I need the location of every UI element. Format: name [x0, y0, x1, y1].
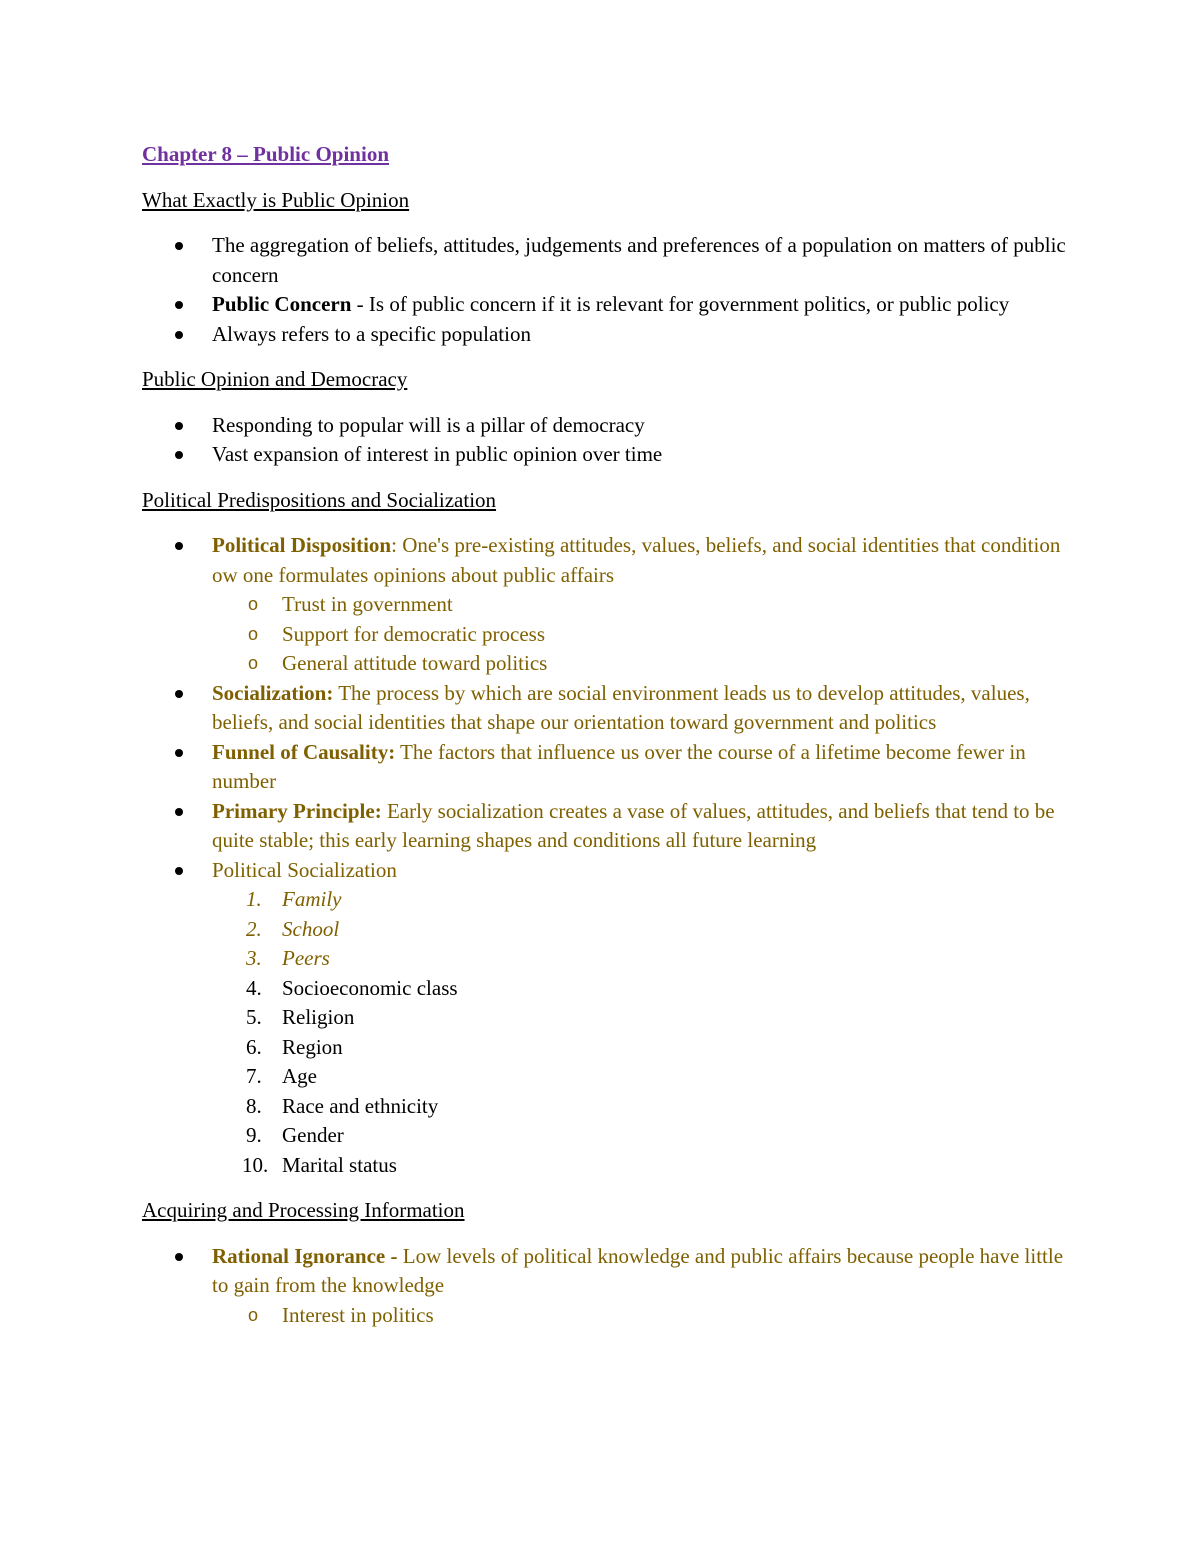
section-heading-public-opinion: What Exactly is Public Opinion [142, 187, 410, 212]
sub-item: o Support for democratic process [212, 620, 1082, 650]
bullet-list [142, 531, 1082, 1180]
numbered-item: 7. Age [246, 1064, 317, 1088]
numbered-item: 4. Socioeconomic class [246, 975, 458, 1000]
sub-item: o Interest in politics [212, 1301, 1082, 1331]
section-heading-predispositions: Political Predispositions and Socialization [142, 487, 497, 512]
numbered-item: 2. School [246, 916, 340, 941]
list-item: Primary Principle: Early socialization creates a vase of values, attitudes, and beliefs that tend to be quite stable; this early learning shapes and conditions all future learning [142, 797, 1082, 856]
sub-item: o Trust in government [212, 590, 1082, 620]
list-item: Public Concern - Is of public concern if it is relevant for government politics, or public policy [142, 290, 1082, 320]
numbered-item: 5. Religion [246, 1005, 355, 1029]
list-item: Political Disposition: One's pre-existing attitudes, values, beliefs, and social identities that condition ow one formulates opinions about public affairs o Trust in government o Support for democratic process o General attitude toward politics [142, 531, 1082, 679]
bullet-list [142, 411, 1082, 470]
term: Political Disposition [212, 533, 392, 557]
page-title: Chapter 8 – Public Opinion [142, 142, 389, 166]
sub-item: o General attitude toward politics [212, 649, 1082, 679]
term: Socialization: [212, 680, 334, 705]
list-item: The aggregation of beliefs, attitudes, judgements and preferences of a population on matters of public concern [142, 231, 1082, 290]
term: Rational Ignorance - [212, 1243, 398, 1268]
list-item: Always refers to a specific population [142, 320, 1082, 350]
numbered-item: 8. Race and ethnicity [246, 1093, 439, 1118]
list-item: Funnel of Causality: The factors that influence us over the course of a lifetime become fewer in number [142, 738, 1082, 797]
numbered-item: 6. Region [246, 1034, 343, 1059]
list-item: Rational Ignorance - Low levels of political knowledge and public affairs because people have little to gain from the knowledge o Interest in politics [142, 1242, 1082, 1331]
bullet-list [142, 1242, 1082, 1331]
bullet-list [142, 231, 1082, 349]
sub-list [212, 1301, 1082, 1331]
sub-list [212, 590, 1082, 679]
numbered-item: 10. Marital status [242, 1152, 397, 1177]
list-item: Socialization: The process by which are social environment leads us to develop attitudes, values, beliefs, and social identities that shape our orientation toward government and politics [142, 679, 1082, 738]
term: Public Concern [212, 292, 352, 316]
list-item: Political Socialization 1. Family 2. School 3. Peers 4. Socioeconomic class 5. Religion 6. Region 7. Age 8. Race and ethnicity 9. Gender 10. Marital status [142, 856, 1082, 1181]
list-item: Vast expansion of interest in public opinion over time [142, 440, 1082, 470]
numbered-list [212, 885, 1082, 1180]
numbered-item: 1. Family [246, 887, 342, 911]
section-heading-democracy: Public Opinion and Democracy [142, 367, 408, 391]
term: Primary Principle: [212, 798, 382, 823]
document-page [142, 140, 1082, 1346]
term: Funnel of Causality: [212, 739, 396, 764]
section-heading-information: Acquiring and Processing Information [142, 1198, 465, 1222]
list-item: Responding to popular will is a pillar of democracy [142, 411, 1082, 441]
numbered-item: 3. Peers [246, 946, 330, 970]
numbered-item: 9. Gender [246, 1123, 344, 1147]
